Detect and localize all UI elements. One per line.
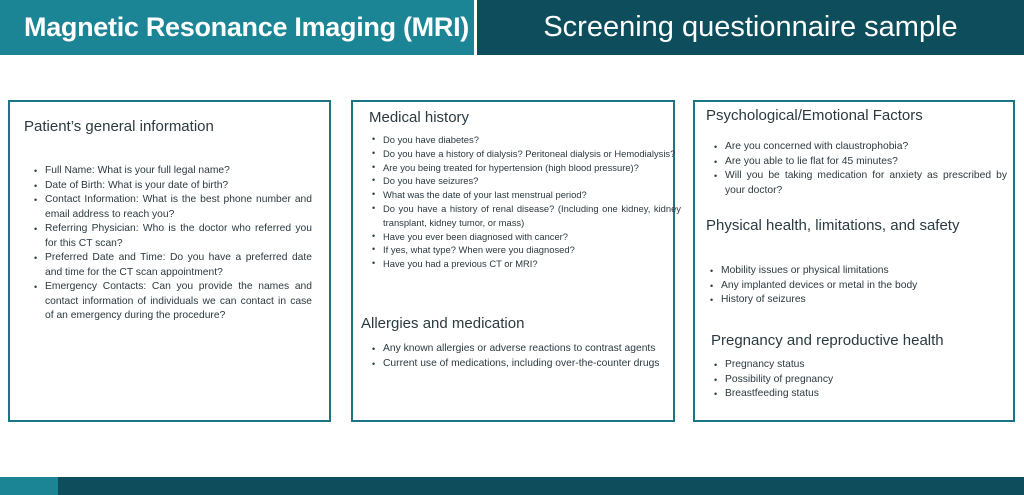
allergies-list	[369, 342, 673, 371]
list-item: • Referring Physician: Who is the doctor who referred you for this CT scan?	[45, 222, 312, 251]
list-item: • Current use of medications, including over-the-counter drugs	[383, 357, 673, 372]
list-item: • Have you had a previous CT or MRI?	[383, 257, 681, 271]
medical-history-list	[369, 133, 681, 271]
list-item: • Are you concerned with claustrophobia?	[725, 140, 1007, 155]
list-item: • Pregnancy status	[725, 358, 1007, 373]
psychological-list	[711, 140, 1007, 198]
page-title: Magnetic Resonance Imaging (MRI)	[24, 12, 469, 42]
section-title-psychological: Psychological/Emotional Factors	[706, 107, 923, 124]
list-item: • Contact Information: What is the best phone number and email address to reach you?	[45, 193, 312, 222]
list-item: • Will you be taking medication for anxiety as prescribed by your doctor?	[725, 169, 1007, 198]
list-item: • Do you have seizures?	[383, 174, 681, 188]
pregnancy-list	[711, 358, 1007, 402]
physical-health-list	[707, 264, 1003, 308]
footer-bar	[58, 477, 1024, 495]
list-item: • History of seizures	[721, 293, 1003, 308]
list-item: • Are you able to lie flat for 45 minutes?	[725, 155, 1007, 170]
list-item: • Any implanted devices or metal in the body	[721, 279, 1003, 294]
footer-accent	[0, 477, 58, 495]
list-item: • If yes, what type? When were you diagnosed?	[383, 243, 681, 257]
card-psych-physical-pregnancy	[693, 100, 1015, 422]
patient-info-list	[31, 164, 312, 324]
page-subtitle: Screening questionnaire sample	[543, 11, 958, 43]
card-medical-history	[351, 100, 681, 422]
list-item: • Have you ever been diagnosed with cancer?	[383, 230, 681, 244]
list-item: • Breastfeeding status	[725, 387, 1007, 402]
list-item: • Do you have diabetes?	[383, 133, 681, 147]
section-title-patient-info: Patient’s general information	[24, 118, 214, 135]
header-title-bar	[0, 0, 474, 55]
section-title-physical-health: Physical health, limitations, and safety	[706, 217, 960, 234]
list-item: • Are you being treated for hypertension (high blood pressure)?	[383, 161, 681, 175]
list-item: • Preferred Date and Time: Do you have a preferred date and time for the CT scan appointment?	[45, 251, 312, 280]
list-item: • Date of Birth: What is your date of birth?	[45, 179, 312, 194]
list-item: • Mobility issues or physical limitations	[721, 264, 1003, 279]
list-item: • Emergency Contacts: Can you provide the names and contact information of individuals we can contact in case of an emergency during the procedure?	[45, 280, 312, 324]
list-item: • Possibility of pregnancy	[725, 373, 1007, 388]
header-subtitle-bar	[477, 0, 1024, 55]
list-item: • Any known allergies or adverse reactions to contrast agents	[383, 342, 673, 357]
list-item: • What was the date of your last menstrual period?	[383, 188, 681, 202]
section-title-pregnancy: Pregnancy and reproductive health	[711, 332, 944, 349]
list-item: • Full Name: What is your full legal name?	[45, 164, 312, 179]
section-title-allergies: Allergies and medication	[361, 315, 525, 332]
list-item: • Do you have a history of renal disease? (Including one kidney, kidney transplant, kidney tumor, or mass)	[383, 202, 681, 230]
section-title-medical-history: Medical history	[369, 109, 470, 126]
card-patient-info	[8, 100, 331, 422]
list-item: • Do you have a history of dialysis? Peritoneal dialysis or Hemodialysis?	[383, 147, 681, 161]
